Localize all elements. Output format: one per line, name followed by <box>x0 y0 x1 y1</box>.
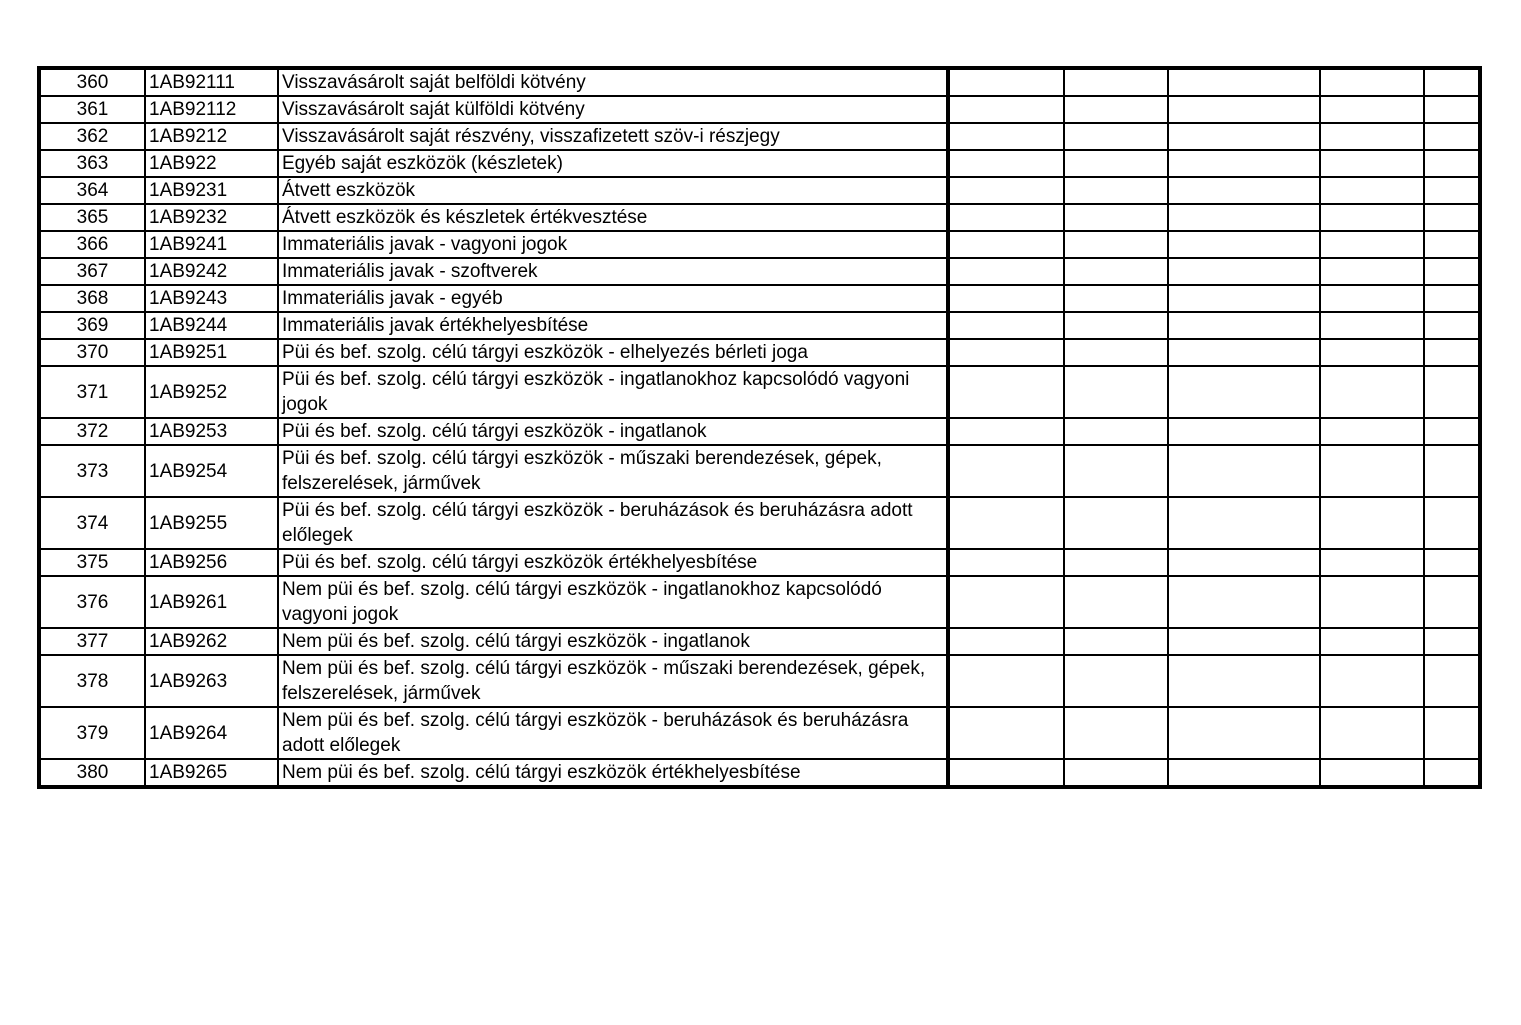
value-cell-4 <box>1320 759 1424 785</box>
value-cell-2 <box>1064 549 1168 576</box>
value-cell-3 <box>1168 418 1320 445</box>
account-code-cell: 1AB92111 <box>145 70 278 96</box>
account-code-cell: 1AB9265 <box>145 759 278 785</box>
value-cell-5 <box>1424 759 1480 785</box>
row-number-cell: 373 <box>41 445 145 497</box>
value-cell-5 <box>1424 549 1480 576</box>
value-cell-2 <box>1064 707 1168 759</box>
account-code-cell: 1AB9261 <box>145 576 278 628</box>
value-cell-1 <box>948 123 1064 150</box>
value-cell-2 <box>1064 96 1168 123</box>
table-row <box>41 759 1480 785</box>
description-cell: Átvett eszközök és készletek értékvesztése <box>278 204 948 231</box>
value-cell-1 <box>948 204 1064 231</box>
value-cell-2 <box>1064 258 1168 285</box>
value-cell-1 <box>948 258 1064 285</box>
value-cell-1 <box>948 96 1064 123</box>
table-row <box>41 177 1480 204</box>
description-cell: Püi és bef. szolg. célú tárgyi eszközök értékhelyesbítése <box>278 549 948 576</box>
value-cell-3 <box>1168 96 1320 123</box>
value-cell-3 <box>1168 655 1320 707</box>
value-cell-4 <box>1320 655 1424 707</box>
description-cell: Visszavásárolt saját külföldi kötvény <box>278 96 948 123</box>
value-cell-5 <box>1424 150 1480 177</box>
description-cell: Immateriális javak - szoftverek <box>278 258 948 285</box>
account-code-cell: 1AB9231 <box>145 177 278 204</box>
account-table-frame <box>37 66 1482 789</box>
account-code-cell: 1AB9253 <box>145 418 278 445</box>
account-code-cell: 1AB9232 <box>145 204 278 231</box>
row-number-cell: 362 <box>41 123 145 150</box>
value-cell-1 <box>948 150 1064 177</box>
row-number-cell: 372 <box>41 418 145 445</box>
value-cell-5 <box>1424 231 1480 258</box>
description-cell: Visszavásárolt saját belföldi kötvény <box>278 70 948 96</box>
row-number-cell: 369 <box>41 312 145 339</box>
table-row <box>41 312 1480 339</box>
value-cell-4 <box>1320 628 1424 655</box>
description-cell: Nem püi és bef. szolg. célú tárgyi eszközök - beruházások és beruházásra adott előlegek <box>278 707 948 759</box>
value-cell-4 <box>1320 204 1424 231</box>
account-table <box>41 70 1480 785</box>
value-cell-2 <box>1064 655 1168 707</box>
table-row <box>41 96 1480 123</box>
value-cell-2 <box>1064 445 1168 497</box>
value-cell-1 <box>948 445 1064 497</box>
value-cell-4 <box>1320 150 1424 177</box>
table-row <box>41 628 1480 655</box>
table-row <box>41 655 1480 707</box>
row-number-cell: 364 <box>41 177 145 204</box>
description-cell: Immateriális javak - egyéb <box>278 285 948 312</box>
table-row <box>41 258 1480 285</box>
value-cell-5 <box>1424 576 1480 628</box>
value-cell-5 <box>1424 258 1480 285</box>
value-cell-1 <box>948 231 1064 258</box>
row-number-cell: 380 <box>41 759 145 785</box>
value-cell-5 <box>1424 285 1480 312</box>
table-row <box>41 707 1480 759</box>
value-cell-4 <box>1320 339 1424 366</box>
value-cell-3 <box>1168 150 1320 177</box>
value-cell-4 <box>1320 445 1424 497</box>
account-code-cell: 1AB92112 <box>145 96 278 123</box>
value-cell-5 <box>1424 96 1480 123</box>
value-cell-5 <box>1424 70 1480 96</box>
account-code-cell: 1AB9263 <box>145 655 278 707</box>
value-cell-2 <box>1064 339 1168 366</box>
table-row <box>41 366 1480 418</box>
description-cell: Püi és bef. szolg. célú tárgyi eszközök - műszaki berendezések, gépek, felszerelések, járművek <box>278 445 948 497</box>
value-cell-3 <box>1168 258 1320 285</box>
table-row <box>41 150 1480 177</box>
value-cell-2 <box>1064 759 1168 785</box>
value-cell-2 <box>1064 312 1168 339</box>
value-cell-1 <box>948 366 1064 418</box>
row-number-cell: 366 <box>41 231 145 258</box>
value-cell-5 <box>1424 418 1480 445</box>
value-cell-3 <box>1168 123 1320 150</box>
value-cell-1 <box>948 628 1064 655</box>
row-number-cell: 367 <box>41 258 145 285</box>
table-row <box>41 418 1480 445</box>
table-row <box>41 549 1480 576</box>
value-cell-4 <box>1320 497 1424 549</box>
description-cell: Püi és bef. szolg. célú tárgyi eszközök - ingatlanok <box>278 418 948 445</box>
value-cell-3 <box>1168 759 1320 785</box>
value-cell-1 <box>948 549 1064 576</box>
value-cell-3 <box>1168 177 1320 204</box>
description-cell: Püi és bef. szolg. célú tárgyi eszközök - ingatlanokhoz kapcsolódó vagyoni jogok <box>278 366 948 418</box>
value-cell-4 <box>1320 96 1424 123</box>
value-cell-1 <box>948 707 1064 759</box>
value-cell-2 <box>1064 70 1168 96</box>
row-number-cell: 371 <box>41 366 145 418</box>
value-cell-4 <box>1320 576 1424 628</box>
value-cell-3 <box>1168 497 1320 549</box>
value-cell-5 <box>1424 339 1480 366</box>
value-cell-4 <box>1320 418 1424 445</box>
value-cell-4 <box>1320 549 1424 576</box>
value-cell-2 <box>1064 123 1168 150</box>
row-number-cell: 375 <box>41 549 145 576</box>
row-number-cell: 377 <box>41 628 145 655</box>
value-cell-3 <box>1168 231 1320 258</box>
value-cell-5 <box>1424 312 1480 339</box>
value-cell-2 <box>1064 366 1168 418</box>
value-cell-1 <box>948 285 1064 312</box>
table-body <box>41 70 1480 785</box>
value-cell-5 <box>1424 707 1480 759</box>
value-cell-5 <box>1424 628 1480 655</box>
description-cell: Nem püi és bef. szolg. célú tárgyi eszközök - ingatlanokhoz kapcsolódó vagyoni jogok <box>278 576 948 628</box>
value-cell-5 <box>1424 204 1480 231</box>
description-cell: Nem püi és bef. szolg. célú tárgyi eszközök - műszaki berendezések, gépek, felszerelések, járművek <box>278 655 948 707</box>
value-cell-4 <box>1320 258 1424 285</box>
value-cell-4 <box>1320 177 1424 204</box>
table-row <box>41 123 1480 150</box>
row-number-cell: 378 <box>41 655 145 707</box>
value-cell-3 <box>1168 549 1320 576</box>
account-code-cell: 1AB9256 <box>145 549 278 576</box>
row-number-cell: 379 <box>41 707 145 759</box>
value-cell-3 <box>1168 312 1320 339</box>
description-cell: Nem püi és bef. szolg. célú tárgyi eszközök - ingatlanok <box>278 628 948 655</box>
account-code-cell: 1AB9212 <box>145 123 278 150</box>
value-cell-3 <box>1168 445 1320 497</box>
account-code-cell: 1AB9242 <box>145 258 278 285</box>
value-cell-4 <box>1320 366 1424 418</box>
table-row <box>41 70 1480 96</box>
value-cell-2 <box>1064 285 1168 312</box>
table-row <box>41 231 1480 258</box>
value-cell-5 <box>1424 366 1480 418</box>
row-number-cell: 361 <box>41 96 145 123</box>
description-cell: Püi és bef. szolg. célú tárgyi eszközök - elhelyezés bérleti joga <box>278 339 948 366</box>
value-cell-2 <box>1064 231 1168 258</box>
value-cell-5 <box>1424 655 1480 707</box>
value-cell-4 <box>1320 312 1424 339</box>
value-cell-1 <box>948 70 1064 96</box>
value-cell-5 <box>1424 497 1480 549</box>
description-cell: Nem püi és bef. szolg. célú tárgyi eszközök értékhelyesbítése <box>278 759 948 785</box>
row-number-cell: 370 <box>41 339 145 366</box>
value-cell-1 <box>948 497 1064 549</box>
account-code-cell: 1AB9262 <box>145 628 278 655</box>
value-cell-3 <box>1168 70 1320 96</box>
description-cell: Immateriális javak - vagyoni jogok <box>278 231 948 258</box>
description-cell: Immateriális javak értékhelyesbítése <box>278 312 948 339</box>
row-number-cell: 376 <box>41 576 145 628</box>
description-cell: Visszavásárolt saját részvény, visszafizetett szöv-i részjegy <box>278 123 948 150</box>
account-code-cell: 1AB9243 <box>145 285 278 312</box>
table-row <box>41 445 1480 497</box>
value-cell-3 <box>1168 204 1320 231</box>
value-cell-1 <box>948 418 1064 445</box>
table-row <box>41 576 1480 628</box>
value-cell-2 <box>1064 418 1168 445</box>
row-number-cell: 363 <box>41 150 145 177</box>
row-number-cell: 368 <box>41 285 145 312</box>
value-cell-4 <box>1320 707 1424 759</box>
account-code-cell: 1AB9252 <box>145 366 278 418</box>
row-number-cell: 374 <box>41 497 145 549</box>
row-number-cell: 360 <box>41 70 145 96</box>
description-cell: Püi és bef. szolg. célú tárgyi eszközök - beruházások és beruházásra adott előlegek <box>278 497 948 549</box>
value-cell-4 <box>1320 123 1424 150</box>
account-code-cell: 1AB9244 <box>145 312 278 339</box>
value-cell-3 <box>1168 576 1320 628</box>
value-cell-4 <box>1320 231 1424 258</box>
value-cell-2 <box>1064 497 1168 549</box>
description-cell: Átvett eszközök <box>278 177 948 204</box>
account-code-cell: 1AB9254 <box>145 445 278 497</box>
table-row <box>41 285 1480 312</box>
value-cell-3 <box>1168 366 1320 418</box>
table-row <box>41 497 1480 549</box>
table-row <box>41 204 1480 231</box>
account-code-cell: 1AB922 <box>145 150 278 177</box>
value-cell-2 <box>1064 177 1168 204</box>
value-cell-4 <box>1320 70 1424 96</box>
value-cell-2 <box>1064 150 1168 177</box>
value-cell-5 <box>1424 177 1480 204</box>
account-code-cell: 1AB9264 <box>145 707 278 759</box>
value-cell-4 <box>1320 285 1424 312</box>
value-cell-1 <box>948 655 1064 707</box>
account-code-cell: 1AB9241 <box>145 231 278 258</box>
account-code-cell: 1AB9255 <box>145 497 278 549</box>
account-code-cell: 1AB9251 <box>145 339 278 366</box>
value-cell-5 <box>1424 445 1480 497</box>
value-cell-2 <box>1064 204 1168 231</box>
value-cell-3 <box>1168 628 1320 655</box>
table-row <box>41 339 1480 366</box>
value-cell-3 <box>1168 339 1320 366</box>
value-cell-3 <box>1168 285 1320 312</box>
value-cell-1 <box>948 339 1064 366</box>
value-cell-5 <box>1424 123 1480 150</box>
value-cell-2 <box>1064 576 1168 628</box>
row-number-cell: 365 <box>41 204 145 231</box>
value-cell-1 <box>948 312 1064 339</box>
value-cell-1 <box>948 177 1064 204</box>
description-cell: Egyéb saját eszközök (készletek) <box>278 150 948 177</box>
value-cell-1 <box>948 759 1064 785</box>
value-cell-2 <box>1064 628 1168 655</box>
value-cell-3 <box>1168 707 1320 759</box>
value-cell-1 <box>948 576 1064 628</box>
